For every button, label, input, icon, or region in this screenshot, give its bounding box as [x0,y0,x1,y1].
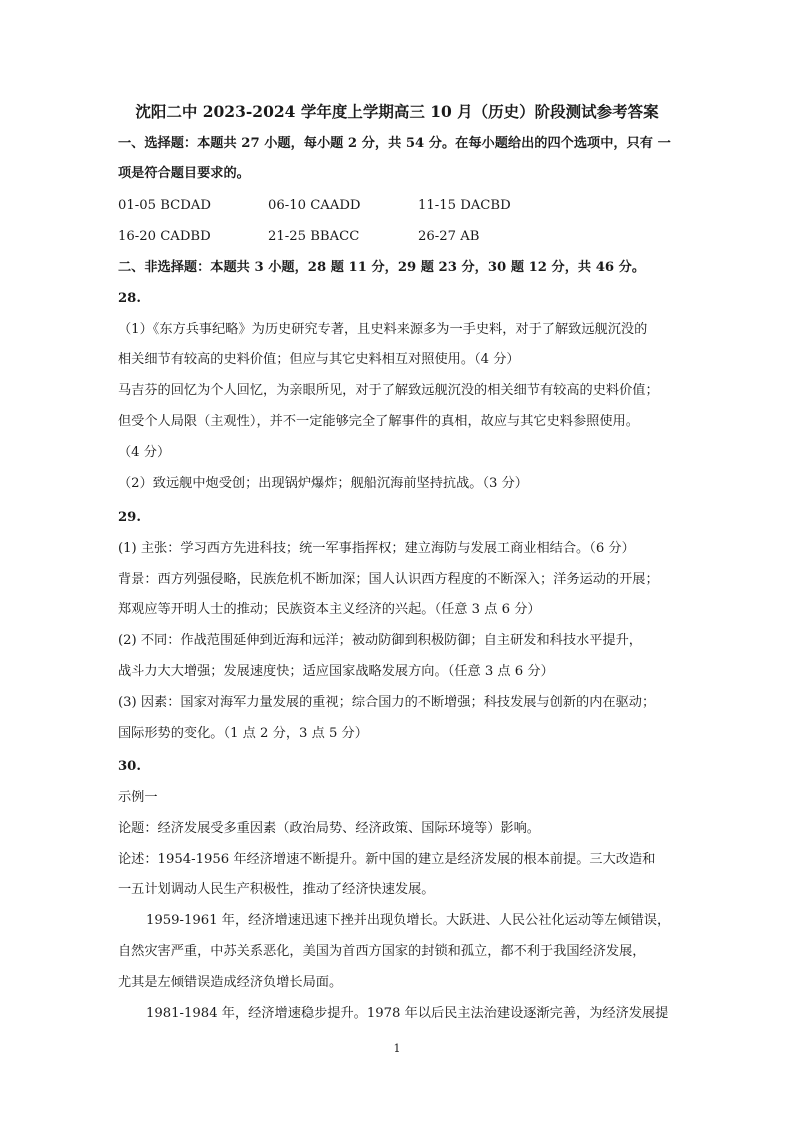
q30-text-line: 尤其是左倾错误造成经济负增长局面。 [118,975,343,990]
q28-text-line: 相关细节有较高的史料价值；但应与其它史料相互对照使用。（4 分） [118,352,520,367]
section2-heading: 二、非选择题：本题共 3 小题，28 题 11 分，29 题 23 分，30 题 12 分，共 46 分。 [118,260,646,275]
q29-text-line: 国际形势的变化。（1 点 2 分，3 点 5 分） [118,726,368,741]
q28-text-line: （2）致远舰中炮受创；出现锅炉爆炸；舰船沉海前坚持抗战。（3 分） [118,476,528,491]
answer-group: 16-20 CADBD [118,229,211,244]
section1-heading-line1: 一、选择题：本题共 27 小题，每小题 2 分，共 54 分。在每小题给出的四个选项中，只有 一 [118,136,671,151]
q28-text-line: （4 分） [118,445,171,460]
answer-group: 11-15 DACBD [418,198,511,213]
q29-number: 29. [118,510,141,525]
q29-text-line: 战斗力大大增强；发展速度快；适应国家战略发展方向。（任意 3 点 6 分） [118,664,554,679]
q28-text-line: 马吉芬的回忆为个人回忆，为亲眼所见，对于了解致远舰沉没的相关细节有较高的史料价值； [118,383,659,398]
q30-text-line: 自然灾害严重，中苏关系恶化，美国为首西方国家的封锁和孤立，都不利于我国经济发展， [118,944,646,959]
q29-text-line: (2) 不同：作战范围延伸到近海和远洋；被动防御到积极防御；自主研发和科技水平提升， [118,633,642,648]
q30-text-line: 1959-1961 年，经济增速迅速下挫并出现负增长。大跃进、人民公社化运动等左倾错误， [146,913,671,928]
q28-text-line: 但受个人局限（主观性），并不一定能够完全了解事件的真相，故应与其它史料参照使用。 [118,414,639,429]
q29-text-line: 郑观应等开明人士的推动；民族资本主义经济的兴起。（任意 3 点 6 分） [118,602,541,617]
answer-group: 01-05 BCDAD [118,198,211,213]
q28-text-line: （1）《东方兵事纪略》为历史研究专著，且史料来源多为一手史料，对于了解致远舰沉没的 [118,322,648,337]
q29-text-line: (1) 主张：学习西方先进科技；统一军事指挥权；建立海防与发展工商业相结合。（6 分） [118,541,635,556]
q29-text-line: (3) 因素：国家对海军力量发展的重视；综合国力的不断增强；科技发展与创新的内在驱动； [118,695,656,710]
answer-group: 21-25 BBACC [268,229,360,244]
q30-example-label: 示例一 [118,790,158,805]
q29-text-line: 背景：西方列强侵略，民族危机不断加深；国人认识西方程度的不断深入；洋务运动的开展； [118,572,659,587]
q30-text-line: 论述：1954-1956 年经济增速不断提升。新中国的建立是经济发展的根本前提。三大改造和 [118,852,656,867]
answer-group: 06-10 CAADD [268,198,361,213]
q30-thesis: 论题：经济发展受多重因素（政治局势、经济政策、国际环境等）影响。 [118,821,540,836]
page-number: 1 [393,1042,401,1055]
q30-number: 30. [118,759,141,774]
q30-text-line: 一五计划调动人民生产积极性，推动了经济快速发展。 [118,882,435,897]
answer-group: 26-27 AB [418,229,480,244]
page-title: 沈阳二中 2023-2024 学年度上学期高三 10 月（历史）阶段测试参考答案 [135,102,659,121]
q30-text-line: 1981-1984 年，经济增速稳步提升。1978 年以后民主法治建设逐渐完善，为经济发展提 [146,1006,669,1021]
section1-heading-line2: 项是符合题目要求的。 [118,166,250,181]
q28-number: 28. [118,291,141,306]
